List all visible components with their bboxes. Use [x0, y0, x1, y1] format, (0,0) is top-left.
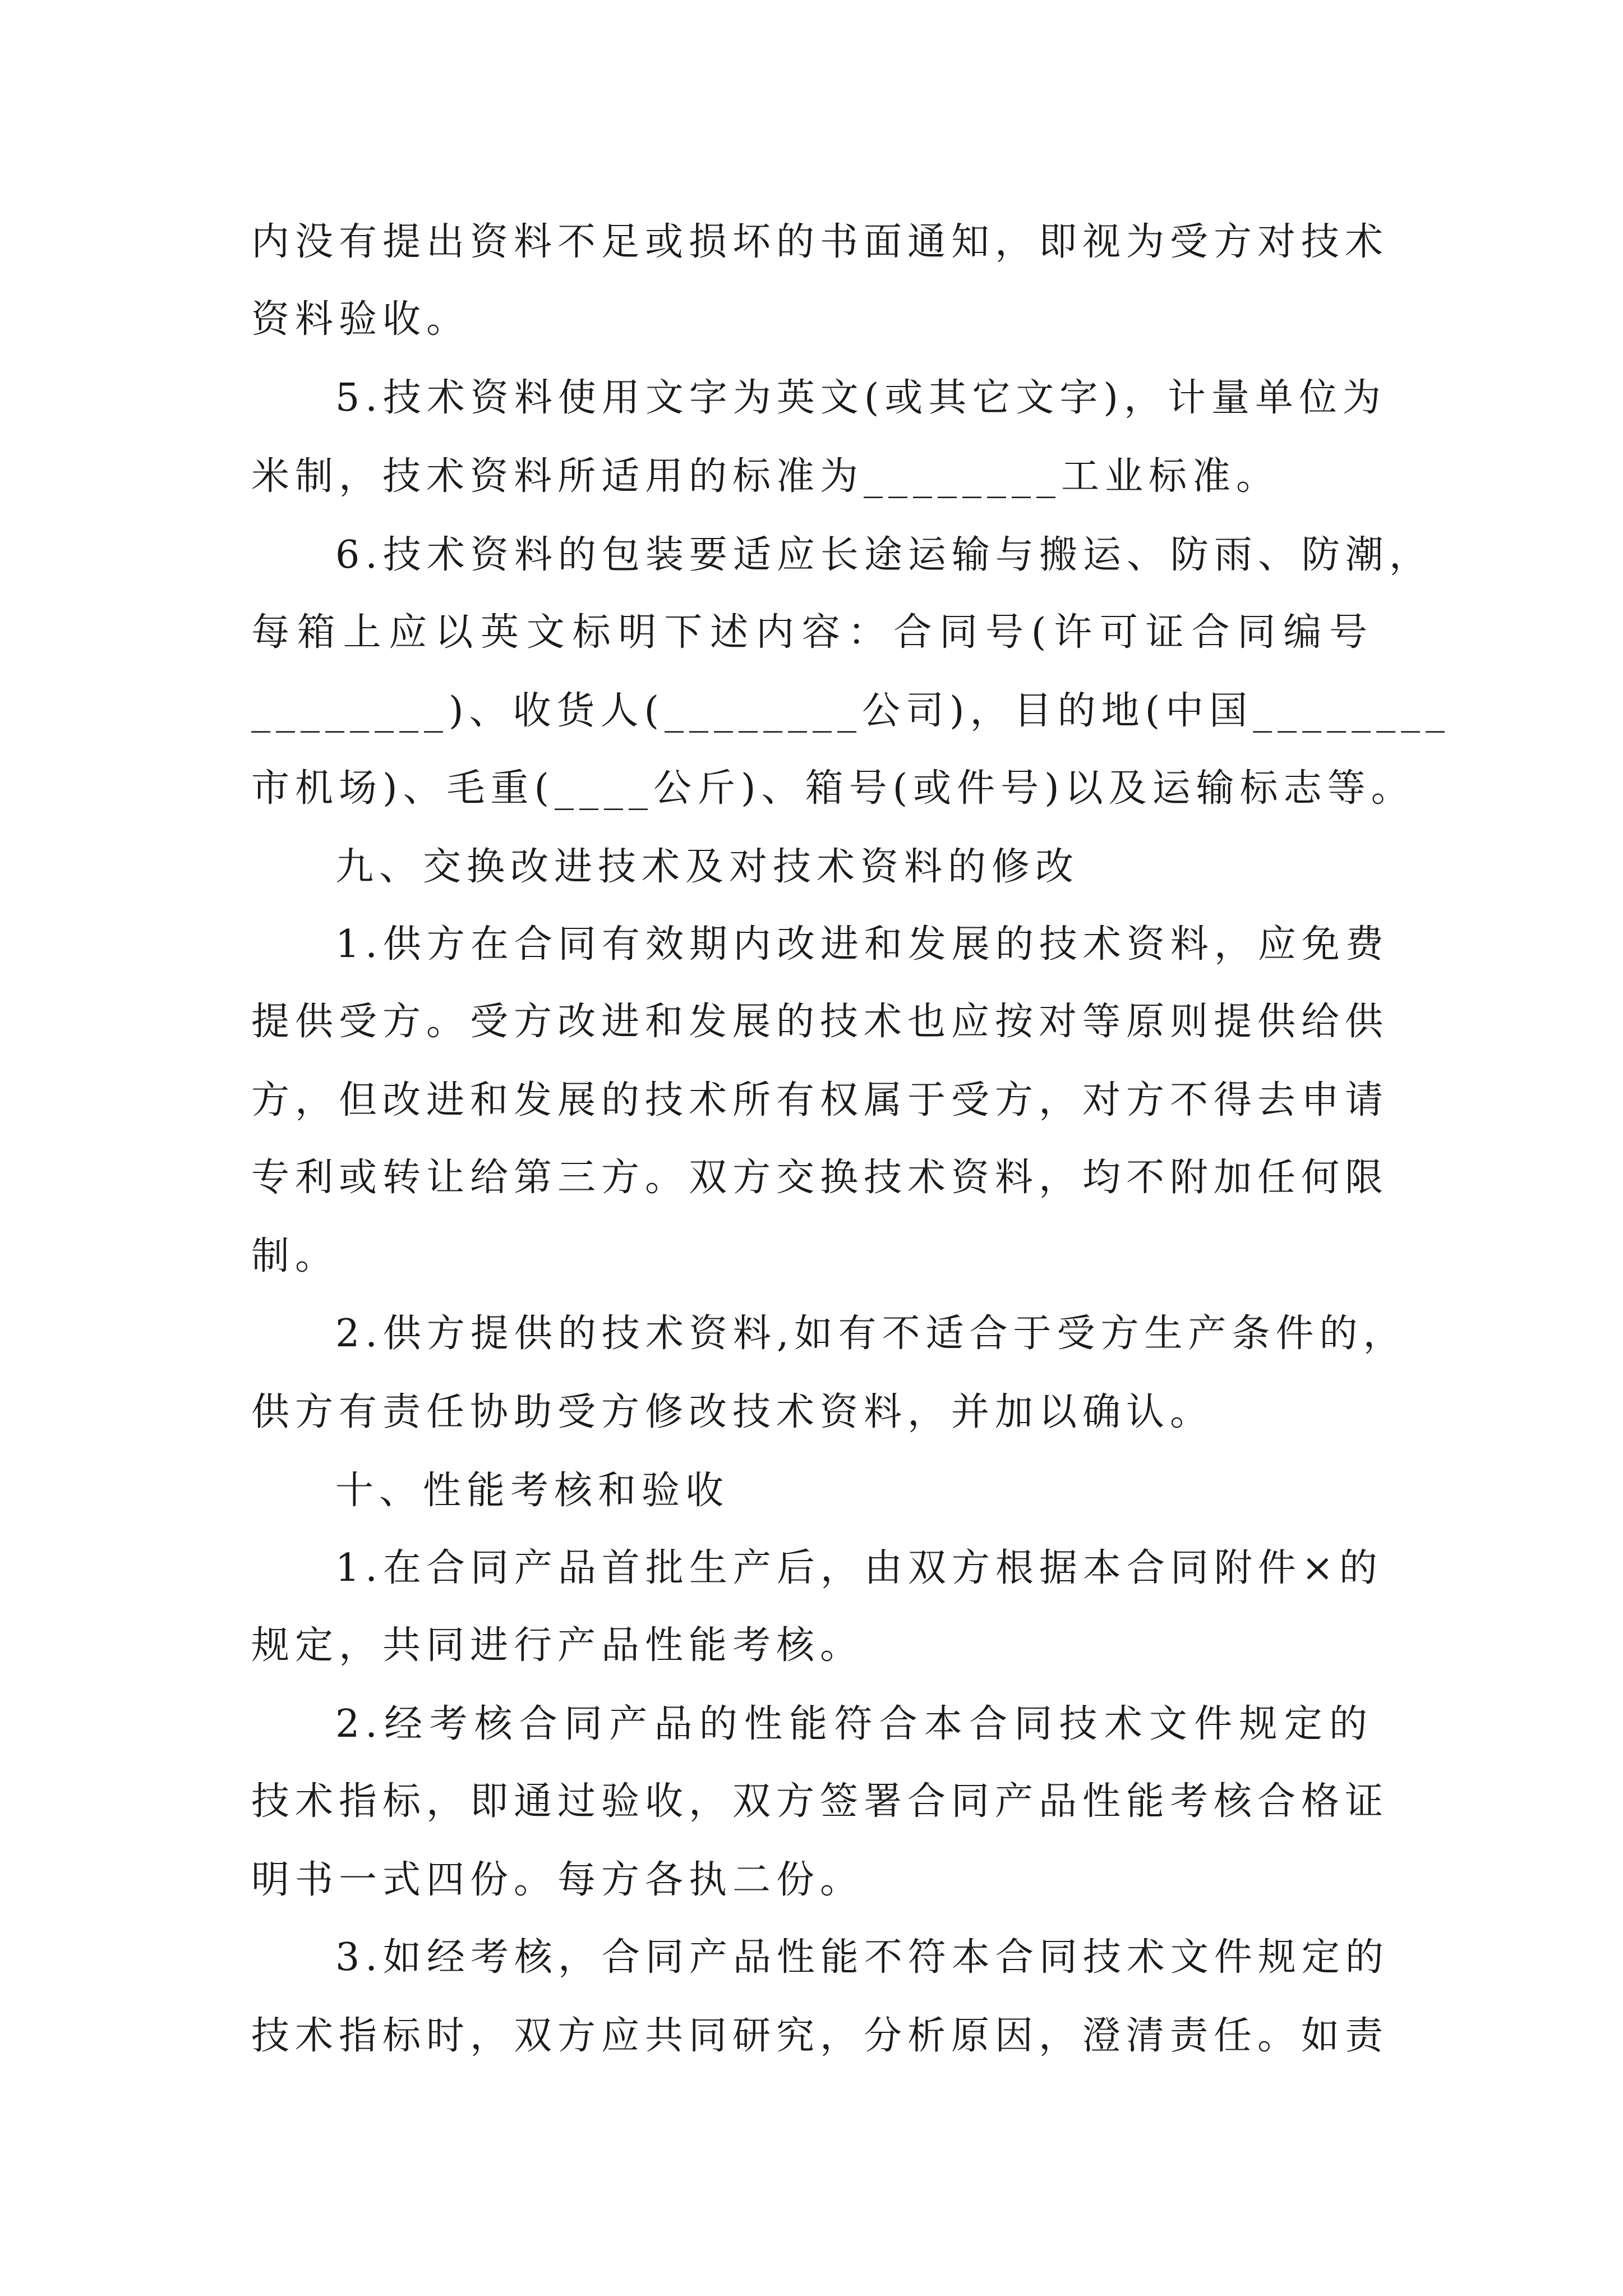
paragraph-line: 米制，技术资料所适用的标准为________工业标准。 [251, 454, 1280, 499]
paragraph-line: ________)、收货人(________公司)，目的地(中国________ [251, 689, 1451, 733]
paragraph-line: 1.在合同产品首批生产后，由双方根据本合同附件×的 [335, 1546, 1383, 1590]
paragraph-line: 市机场)、毛重(____公斤)、箱号(或件号)以及运输标志等。 [251, 766, 1415, 811]
paragraph-line: 2.经考核合同产品的性能符合本合同技术文件规定的 [335, 1702, 1373, 1746]
paragraph-line: 明书一式四份。每方各执二份。 [251, 1858, 864, 1902]
paragraph-line: 技术指标时，双方应共同研究，分析原因，澄清责任。如责 [251, 2014, 1389, 2058]
paragraph-line: 6.技术资料的包装要适应长途运输与搬运、防雨、防潮， [335, 533, 1433, 577]
paragraph-line: 内没有提出资料不足或损坏的书面通知，即视为受方对技术 [251, 220, 1389, 264]
paragraph-line: 3.如经考核，合同产品性能不符本合同技术文件规定的 [335, 1935, 1389, 1980]
paragraph-line: 2.供方提供的技术资料,如有不适合于受方生产条件的， [335, 1312, 1407, 1356]
section-heading: 十、性能考核和验收 [335, 1469, 730, 1513]
section-heading: 九、交换改进技术及对技术资料的修改 [335, 845, 1080, 889]
paragraph-line: 每箱上应以英文标明下述内容：合同号(许可证合同编号 [251, 610, 1373, 655]
paragraph-line: 供方有责任协助受方修改技术资料，并加以确认。 [251, 1390, 1214, 1434]
paragraph-line: 1.供方在合同有效期内改进和发展的技术资料，应免费 [335, 922, 1389, 967]
paragraph-line: 专利或转让给第三方。双方交换技术资料，均不附加任何限 [251, 1156, 1389, 1200]
paragraph-line: 提供受方。受方改进和发展的技术也应按对等原则提供给供 [251, 1000, 1389, 1044]
paragraph-line: 制。 [251, 1234, 339, 1278]
paragraph-line: 规定，共同进行产品性能考核。 [251, 1623, 864, 1668]
paragraph-line: 技术指标，即通过验收，双方签署合同产品性能考核合格证 [251, 1779, 1389, 1824]
paragraph-line: 资料验收。 [251, 297, 471, 342]
paragraph-line: 方，但改进和发展的技术所有权属于受方，对方不得去申请 [251, 1078, 1389, 1122]
paragraph-line: 5.技术资料使用文字为英文(或其它文字)，计量单位为 [335, 376, 1386, 420]
